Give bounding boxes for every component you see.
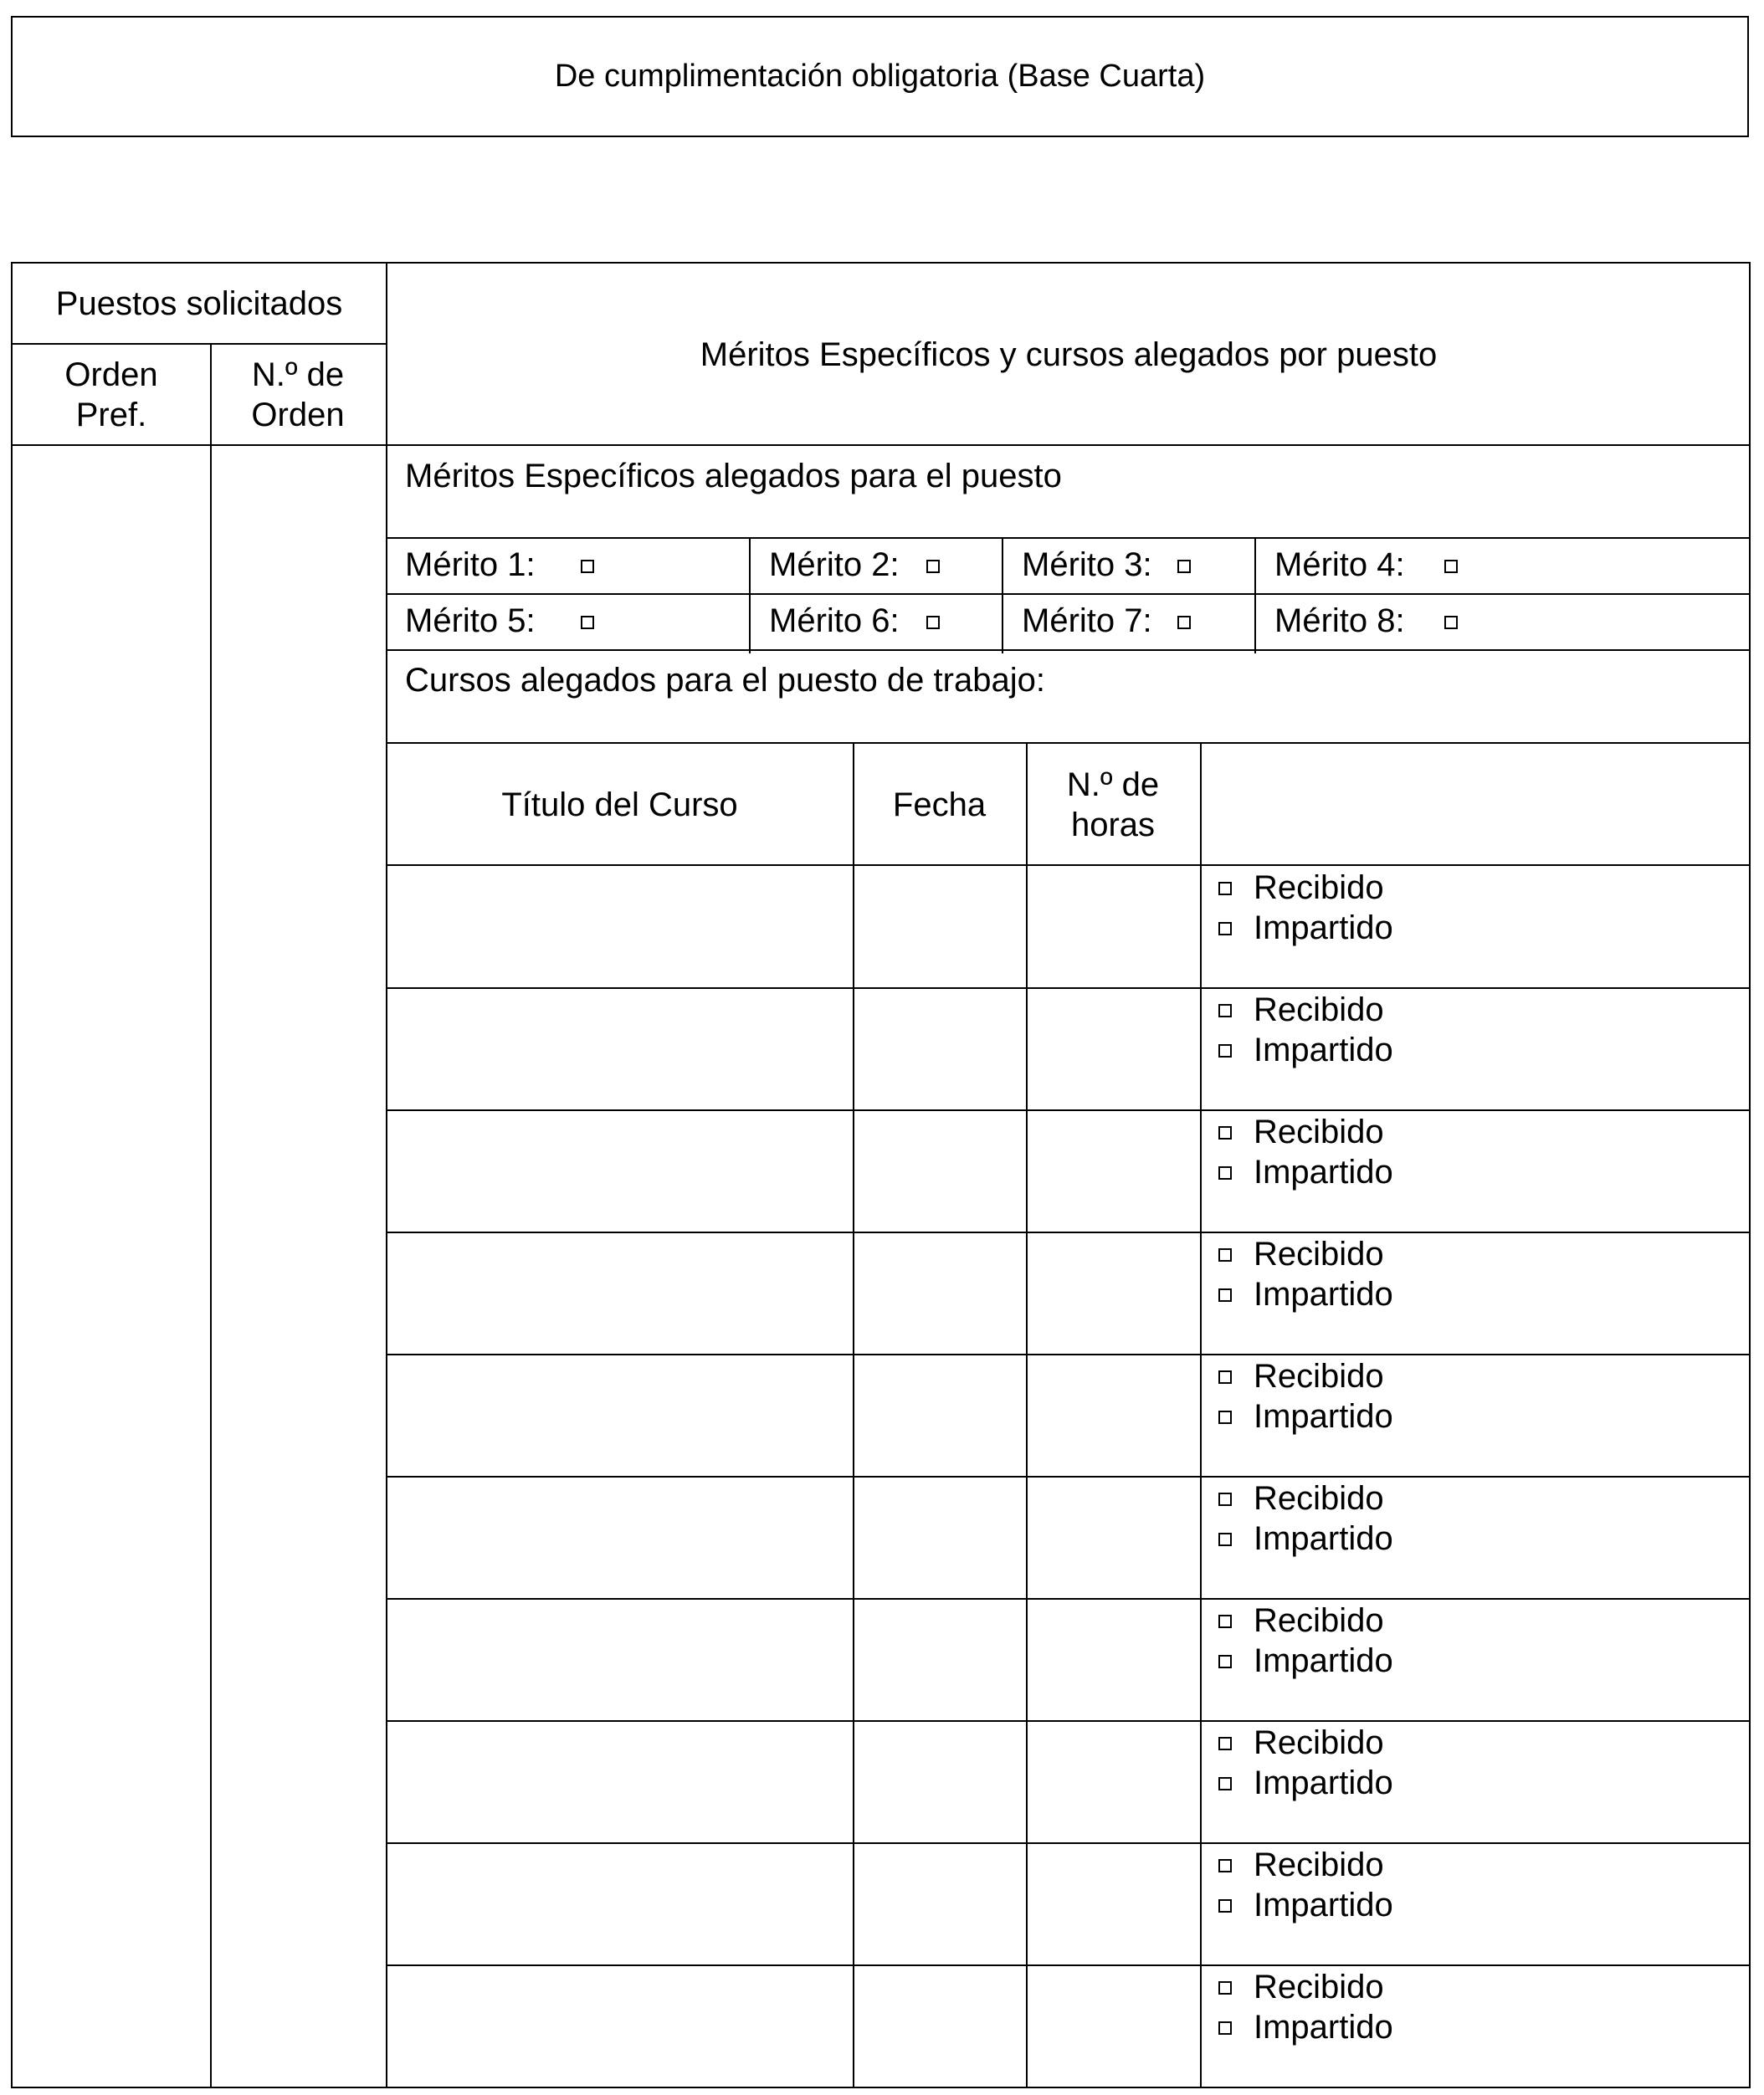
impartido-label: Impartido xyxy=(1254,1642,1393,1679)
impartido-checkbox[interactable] xyxy=(1218,1411,1232,1424)
merito-5 xyxy=(405,601,756,651)
merito-3 xyxy=(1022,545,1264,595)
fecha-header xyxy=(853,744,1026,865)
merito-8-label: Mérito 8: xyxy=(1274,602,1405,639)
impartido-label: Impartido xyxy=(1254,1276,1393,1313)
course-date-field[interactable] xyxy=(853,1110,1026,1232)
merito-6-checkbox[interactable] xyxy=(926,616,940,629)
impartido-checkbox[interactable] xyxy=(1218,1899,1232,1913)
course-date-field[interactable] xyxy=(853,1355,1026,1477)
cursos-title-label: Cursos alegados para el puesto de trabajo: xyxy=(405,662,1045,699)
merito-4-label: Mérito 4: xyxy=(1274,546,1405,583)
merito-8 xyxy=(1274,601,1693,651)
merito-8-checkbox[interactable] xyxy=(1444,616,1458,629)
merito-2 xyxy=(769,545,1012,595)
mandatory-notice-text: De cumplimentación obligatoria (Base Cuarta) xyxy=(554,59,1206,94)
course-title-field[interactable] xyxy=(387,1843,853,1965)
recibido-checkbox[interactable] xyxy=(1218,882,1232,895)
recibido-checkbox[interactable] xyxy=(1218,1248,1232,1262)
divider xyxy=(853,744,854,2088)
meritos-title xyxy=(405,456,1660,506)
course-date-field[interactable] xyxy=(853,1477,1026,1599)
course-title-field[interactable] xyxy=(387,1232,853,1355)
orden-pref-label: Orden Pref. xyxy=(64,356,158,433)
impartido-label: Impartido xyxy=(1254,1398,1393,1435)
recibido-option[interactable] xyxy=(1218,1234,1384,1274)
merito-1 xyxy=(405,545,756,595)
merito-3-label: Mérito 3: xyxy=(1022,546,1152,583)
titulo-curso-label: Título del Curso xyxy=(501,786,738,823)
merito-7 xyxy=(1022,601,1264,651)
divider xyxy=(387,537,1751,539)
merito-1-label: Mérito 1: xyxy=(405,546,536,583)
recibido-checkbox[interactable] xyxy=(1218,1493,1232,1506)
mandatory-notice xyxy=(11,16,1749,137)
orden-pref-field[interactable] xyxy=(13,446,210,2088)
divider xyxy=(210,343,212,2088)
course-hours-field[interactable] xyxy=(1026,988,1200,1110)
impartido-option[interactable] xyxy=(1218,1763,1393,1803)
puestos-solicitados-header xyxy=(13,264,386,343)
course-type-options xyxy=(1200,1232,1751,1355)
course-type-options xyxy=(1200,1477,1751,1599)
course-date-field[interactable] xyxy=(853,866,1026,988)
num-orden-field[interactable] xyxy=(210,446,386,2088)
recibido-option[interactable] xyxy=(1218,868,1384,908)
recibido-option[interactable] xyxy=(1218,1967,1384,2007)
num-orden-header xyxy=(210,343,386,446)
course-hours-field[interactable] xyxy=(1026,1232,1200,1355)
course-hours-field[interactable] xyxy=(1026,1110,1200,1232)
merito-3-checkbox[interactable] xyxy=(1177,560,1191,573)
course-date-field[interactable] xyxy=(853,1232,1026,1355)
merito-4 xyxy=(1274,545,1693,595)
impartido-checkbox[interactable] xyxy=(1218,1166,1232,1180)
impartido-label: Impartido xyxy=(1254,2009,1393,2046)
course-hours-field[interactable] xyxy=(1026,1965,1200,2087)
course-type-options xyxy=(1200,1110,1751,1232)
divider xyxy=(749,539,751,653)
impartido-checkbox[interactable] xyxy=(1218,1655,1232,1668)
course-title-field[interactable] xyxy=(387,866,853,988)
recibido-label: Recibido xyxy=(1254,1969,1384,2005)
course-hours-field[interactable] xyxy=(1026,1355,1200,1477)
impartido-label: Impartido xyxy=(1254,1520,1393,1557)
recibido-option[interactable] xyxy=(1218,1478,1384,1519)
num-orden-label: N.º de Orden xyxy=(251,356,345,433)
divider xyxy=(387,864,1751,866)
merito-6-label: Mérito 6: xyxy=(769,602,900,639)
course-type-options xyxy=(1200,1965,1751,2087)
merito-6 xyxy=(769,601,1012,651)
impartido-checkbox[interactable] xyxy=(1218,1044,1232,1058)
recibido-option[interactable] xyxy=(1218,990,1384,1030)
course-hours-field[interactable] xyxy=(1026,866,1200,988)
course-date-field[interactable] xyxy=(853,1843,1026,1965)
meritos-title-label: Méritos Específicos alegados para el puesto xyxy=(405,458,1062,494)
impartido-option[interactable] xyxy=(1218,2007,1393,2047)
recibido-checkbox[interactable] xyxy=(1218,1737,1232,1750)
course-date-field[interactable] xyxy=(853,1721,1026,1843)
impartido-option[interactable] xyxy=(1218,1274,1393,1314)
merito-7-checkbox[interactable] xyxy=(1177,616,1191,629)
impartido-label: Impartido xyxy=(1254,1032,1393,1068)
merito-4-checkbox[interactable] xyxy=(1444,560,1458,573)
course-title-field[interactable] xyxy=(387,1477,853,1599)
course-type-options xyxy=(1200,1355,1751,1477)
course-title-field[interactable] xyxy=(387,988,853,1110)
impartido-option[interactable] xyxy=(1218,1030,1393,1070)
course-date-field[interactable] xyxy=(853,1965,1026,2087)
impartido-option[interactable] xyxy=(1218,908,1393,948)
puestos-solicitados-label: Puestos solicitados xyxy=(55,284,343,322)
course-title-field[interactable] xyxy=(387,1110,853,1232)
course-hours-field[interactable] xyxy=(1026,1721,1200,1843)
recibido-checkbox[interactable] xyxy=(1218,1859,1232,1872)
recibido-option[interactable] xyxy=(1218,1112,1384,1152)
impartido-checkbox[interactable] xyxy=(1218,1777,1232,1790)
merito-1-checkbox[interactable] xyxy=(581,560,594,573)
recibido-label: Recibido xyxy=(1254,1602,1384,1639)
merito-2-checkbox[interactable] xyxy=(926,560,940,573)
divider xyxy=(1254,539,1256,653)
divider xyxy=(1026,744,1028,2088)
impartido-option[interactable] xyxy=(1218,1641,1393,1681)
course-type-options xyxy=(1200,1721,1751,1843)
divider xyxy=(1002,539,1003,653)
tipo-header xyxy=(1200,744,1751,865)
merito-5-checkbox[interactable] xyxy=(581,616,594,629)
course-date-field[interactable] xyxy=(853,988,1026,1110)
impartido-checkbox[interactable] xyxy=(1218,2021,1232,2035)
recibido-option[interactable] xyxy=(1218,1845,1384,1885)
course-type-options xyxy=(1200,866,1751,988)
cursos-title xyxy=(405,660,1660,710)
course-type-options xyxy=(1200,988,1751,1110)
recibido-label: Recibido xyxy=(1254,1724,1384,1761)
meritos-cursos-header xyxy=(387,264,1751,446)
impartido-label: Impartido xyxy=(1254,1765,1393,1801)
recibido-label: Recibido xyxy=(1254,1480,1384,1517)
course-hours-field[interactable] xyxy=(1026,1843,1200,1965)
recibido-option[interactable] xyxy=(1218,1601,1384,1641)
titulo-curso-header xyxy=(387,744,853,865)
course-type-options xyxy=(1200,1599,1751,1721)
divider xyxy=(13,444,1751,446)
course-date-field[interactable] xyxy=(853,1599,1026,1721)
course-title-field[interactable] xyxy=(387,1355,853,1477)
divider xyxy=(387,742,1751,744)
course-type-options xyxy=(1200,1843,1751,1965)
impartido-option[interactable] xyxy=(1218,1519,1393,1559)
fecha-label: Fecha xyxy=(892,786,987,823)
merito-7-label: Mérito 7: xyxy=(1022,602,1152,639)
merito-2-label: Mérito 2: xyxy=(769,546,900,583)
recibido-label: Recibido xyxy=(1254,991,1384,1028)
recibido-checkbox[interactable] xyxy=(1218,1615,1232,1628)
impartido-label: Impartido xyxy=(1254,909,1393,946)
impartido-checkbox[interactable] xyxy=(1218,1288,1232,1302)
divider xyxy=(387,649,1751,651)
application-form-table xyxy=(11,262,1751,2088)
meritos-cursos-label: Méritos Específicos y cursos alegados por puesto xyxy=(700,336,1438,373)
recibido-label: Recibido xyxy=(1254,1847,1384,1883)
impartido-option[interactable] xyxy=(1218,1152,1393,1192)
recibido-label: Recibido xyxy=(1254,1236,1384,1273)
merito-5-label: Mérito 5: xyxy=(405,602,536,639)
course-hours-field[interactable] xyxy=(1026,1599,1200,1721)
divider xyxy=(13,343,387,345)
horas-header xyxy=(1026,744,1200,865)
horas-label: N.º de horas xyxy=(1066,766,1160,843)
course-hours-field[interactable] xyxy=(1026,1477,1200,1599)
divider xyxy=(1200,744,1202,2088)
course-title-field[interactable] xyxy=(387,1965,853,2087)
impartido-label: Impartido xyxy=(1254,1887,1393,1923)
course-title-field[interactable] xyxy=(387,1721,853,1843)
recibido-label: Recibido xyxy=(1254,1358,1384,1395)
recibido-checkbox[interactable] xyxy=(1218,1126,1232,1140)
recibido-checkbox[interactable] xyxy=(1218,1981,1232,1995)
impartido-option[interactable] xyxy=(1218,1885,1393,1925)
impartido-label: Impartido xyxy=(1254,1154,1393,1191)
divider xyxy=(387,593,1751,595)
orden-pref-header xyxy=(13,343,210,446)
impartido-checkbox[interactable] xyxy=(1218,922,1232,935)
recibido-checkbox[interactable] xyxy=(1218,1004,1232,1017)
recibido-label: Recibido xyxy=(1254,1114,1384,1150)
course-title-field[interactable] xyxy=(387,1599,853,1721)
recibido-option[interactable] xyxy=(1218,1356,1384,1396)
recibido-option[interactable] xyxy=(1218,1723,1384,1763)
recibido-label: Recibido xyxy=(1254,869,1384,906)
impartido-checkbox[interactable] xyxy=(1218,1533,1232,1546)
recibido-checkbox[interactable] xyxy=(1218,1370,1232,1384)
impartido-option[interactable] xyxy=(1218,1396,1393,1437)
